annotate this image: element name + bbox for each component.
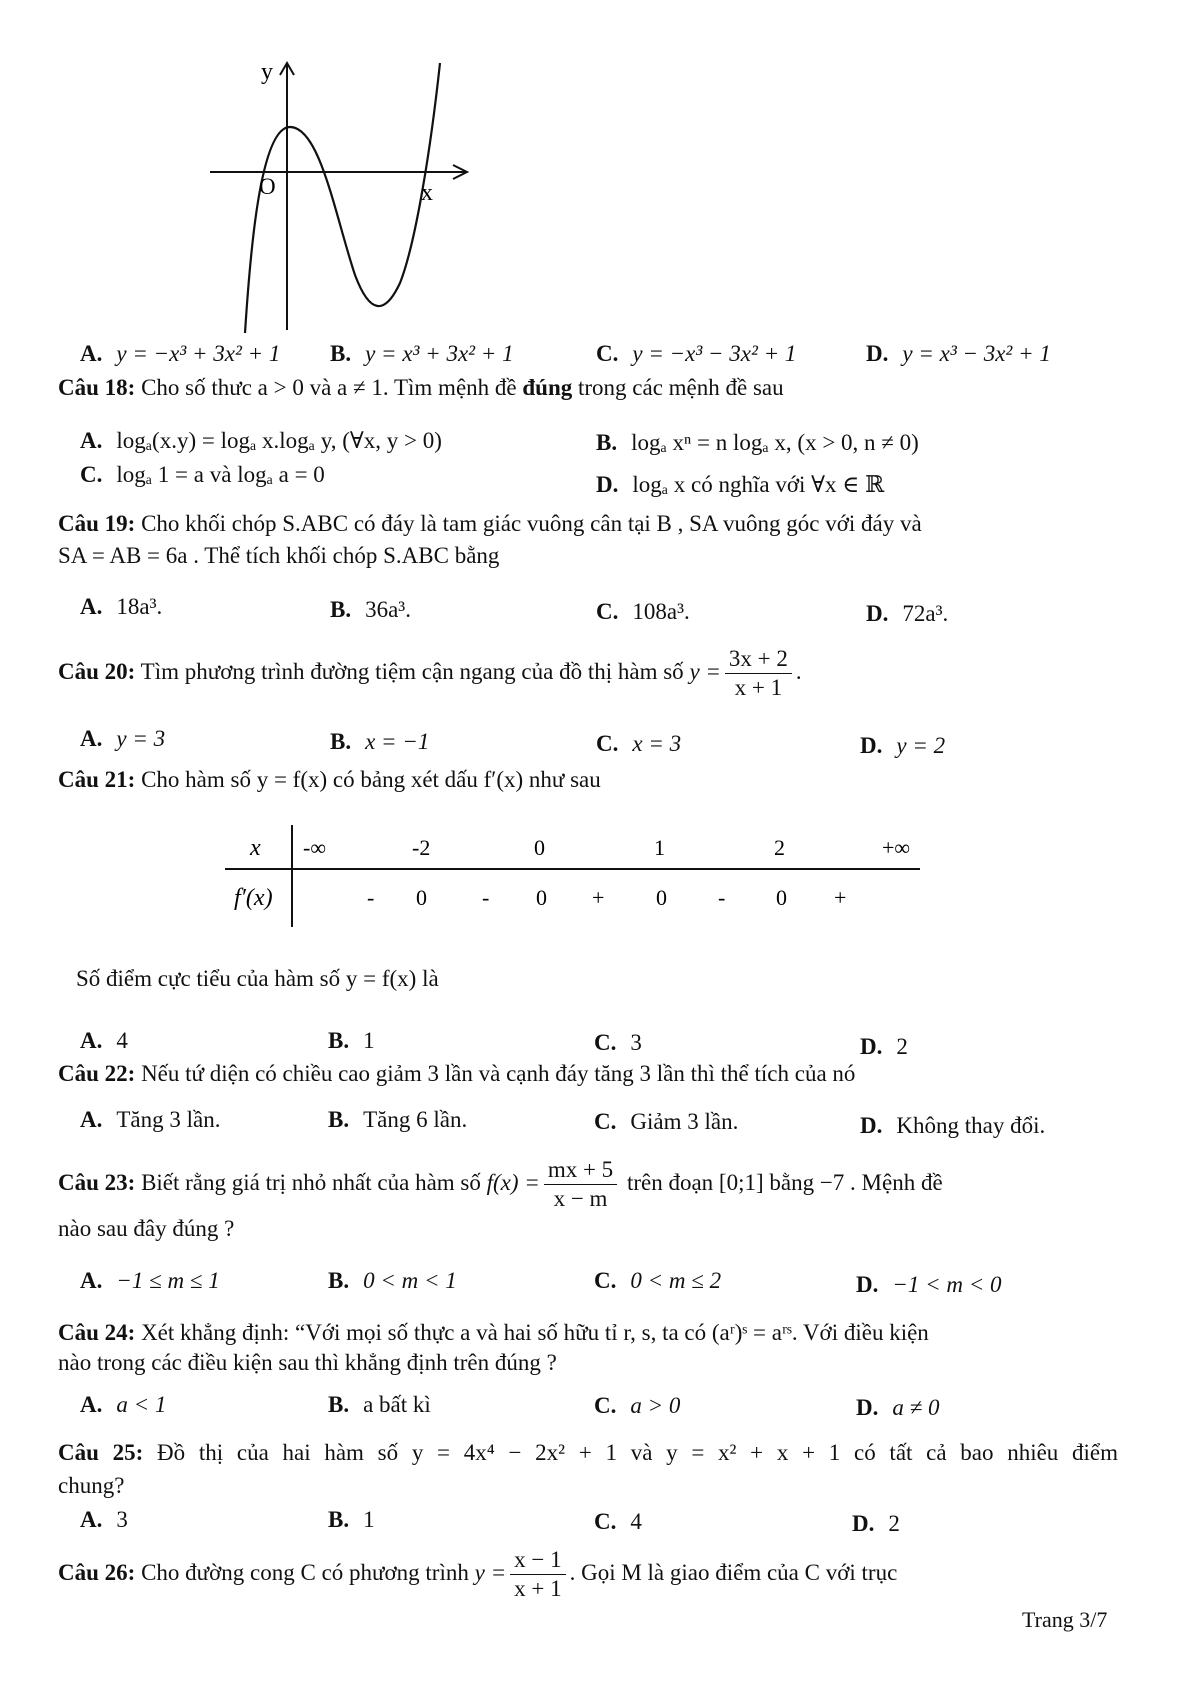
- q19-option-c[interactable]: C. 108a³.: [596, 599, 690, 624]
- q21-option-a[interactable]: A. 4: [80, 1028, 128, 1053]
- q26-fraction: $\frac{x - 1}{x + 1}$: [510, 1546, 565, 1603]
- q20-option-b[interactable]: B. x = −1: [330, 729, 430, 754]
- origin-label: O: [259, 174, 276, 199]
- q22-option-c[interactable]: C. Giảm 3 lần.: [594, 1109, 739, 1134]
- x-axis-label: x: [421, 180, 433, 206]
- q22-option-a[interactable]: A. Tăng 3 lần.: [80, 1107, 221, 1132]
- q21-question: Số điểm cực tiểu của hàm số y = f(x) là: [76, 966, 439, 991]
- q22-stem: Câu 22: Nếu tứ diện có chiều cao giảm 3 lần và cạnh đáy tăng 3 lần thì thể tích của nó: [58, 1061, 856, 1086]
- q23-option-b[interactable]: B. 0 < m < 1: [328, 1268, 457, 1293]
- q20-fraction: $\frac{3x + 2}{x + 1}$: [725, 645, 792, 702]
- x-val-2: 2: [774, 835, 785, 860]
- q23-stem-line2: nào sau đây đúng ?: [58, 1216, 235, 1241]
- q18-option-b[interactable]: B. logₐ xⁿ = n logₐ x, (x > 0, n ≠ 0): [596, 430, 919, 455]
- q24-option-d[interactable]: D. a ≠ 0: [856, 1395, 940, 1420]
- q17-option-d[interactable]: D. y = x³ − 3x² + 1: [866, 341, 1051, 366]
- sign-3: -: [482, 885, 490, 910]
- y-axis-label: y: [261, 59, 273, 85]
- x-val-neg2: -2: [412, 835, 431, 860]
- q19-option-a[interactable]: A. 18a³.: [80, 594, 163, 619]
- q21-stem: Câu 21: Cho hàm số y = f(x) có bảng xét dấu f′(x) như sau: [58, 767, 601, 792]
- x-val-pos-inf: +∞: [882, 835, 911, 860]
- q19-option-b[interactable]: B. 36a³.: [330, 597, 411, 622]
- q19-stem-line1: Câu 19: Cho khối chóp S.ABC có đáy là tam giác vuông cân tại B , SA vuông góc với đáy và: [58, 511, 922, 536]
- page-number: Trang 3/7: [1022, 1607, 1108, 1632]
- x-val-1: 1: [654, 835, 665, 860]
- q24-option-b[interactable]: B. a bất kì: [328, 1392, 431, 1417]
- q23-fraction: $\frac{mx + 5}{x - m}$: [544, 1156, 617, 1213]
- sign-4: 0: [536, 885, 547, 910]
- q25-option-c[interactable]: C. 4: [594, 1509, 642, 1534]
- q24-stem-line1: Câu 24: Xét khẳng định: “Với mọi số thực a và hai số hữu tỉ r, s, ta có (aʳ)ˢ = aʳˢ. Với điều kiện: [58, 1320, 929, 1345]
- x-val-neg-inf: -∞: [303, 835, 327, 860]
- q24-option-c[interactable]: C. a > 0: [594, 1393, 681, 1418]
- q21-option-d[interactable]: D. 2: [860, 1034, 908, 1059]
- q20-option-a[interactable]: A. y = 3: [80, 726, 166, 751]
- q19-stem-line2: SA = AB = 6a . Thể tích khối chóp S.ABC bằng: [58, 543, 500, 568]
- q20-stem: Câu 20: Tìm phương trình đường tiệm cận ngang của đồ thị hàm số y = $\frac{3x + 2}{x + 1}$ .: [58, 646, 802, 700]
- q25-stem-line2: chung?: [58, 1473, 125, 1498]
- q25-option-a[interactable]: A. 3: [80, 1507, 128, 1532]
- q25-stem-line1: Câu 25: Đồ thị của hai hàm số y = 4x⁴ − 2x² + 1 và y = x² + x + 1 có tất cả bao nhiêu điểm: [58, 1440, 1119, 1465]
- q22-option-b[interactable]: B. Tăng 6 lần.: [328, 1107, 468, 1132]
- q26-stem: Câu 26: Cho đường cong C có phương trình y = $\frac{x - 1}{x + 1}$ . Gọi M là giao điểm của C với trục: [58, 1547, 898, 1601]
- sign-6: 0: [656, 885, 667, 910]
- sign-8: 0: [776, 885, 787, 910]
- sign-9: +: [834, 885, 847, 910]
- table-fprime-label: f′(x): [234, 885, 273, 911]
- q18-stem: Câu 18: Cho số thưc a > 0 và a ≠ 1. Tìm mệnh đề đúng trong các mệnh đề sau: [58, 375, 784, 400]
- table-x-label: x: [250, 835, 261, 861]
- q23-option-a[interactable]: A. −1 ≤ m ≤ 1: [80, 1268, 220, 1293]
- q17-option-c[interactable]: C. y = −x³ − 3x² + 1: [596, 341, 797, 366]
- q20-option-c[interactable]: C. x = 3: [596, 731, 682, 756]
- q23-option-c[interactable]: C. 0 < m ≤ 2: [594, 1268, 722, 1293]
- q18-option-c[interactable]: C. logₐ 1 = a và logₐ a = 0: [80, 462, 325, 487]
- sign-5: +: [592, 885, 605, 910]
- x-val-0: 0: [534, 835, 545, 860]
- q22-option-d[interactable]: D. Không thay đổi.: [860, 1113, 1046, 1138]
- sign-table: [220, 825, 930, 935]
- q18-option-d[interactable]: D. logₐ x có nghĩa với ∀x ∈ ℝ: [596, 472, 885, 497]
- q21-option-b[interactable]: B. 1: [328, 1028, 375, 1053]
- q25-option-b[interactable]: B. 1: [328, 1507, 375, 1532]
- cubic-graph: [195, 55, 495, 340]
- q23-stem-line1: Câu 23: Biết rằng giá trị nhỏ nhất của hàm số f(x) = $\frac{mx + 5}{x - m}$ trên đoạn [0;1] bằng −7 . Mệnh đề: [58, 1157, 943, 1211]
- q25-option-d[interactable]: D. 2: [852, 1511, 900, 1536]
- sign-1: -: [367, 885, 375, 910]
- q24-option-a[interactable]: A. a < 1: [80, 1392, 167, 1417]
- q21-option-c[interactable]: C. 3: [594, 1030, 642, 1055]
- sign-2: 0: [416, 885, 427, 910]
- q18-option-a[interactable]: A. logₐ(x.y) = logₐ x.logₐ y, (∀x, y > 0): [80, 428, 442, 453]
- q17-option-b[interactable]: B. y = x³ + 3x² + 1: [330, 341, 514, 366]
- q19-option-d[interactable]: D. 72a³.: [866, 601, 949, 626]
- q17-option-a[interactable]: A. y = −x³ + 3x² + 1: [80, 341, 281, 366]
- q23-option-d[interactable]: D. −1 < m < 0: [856, 1272, 1002, 1297]
- q24-stem-line2: nào trong các điều kiện sau thì khẳng định trên đúng ?: [58, 1350, 557, 1375]
- sign-7: -: [718, 885, 726, 910]
- q20-option-d[interactable]: D. y = 2: [860, 733, 946, 758]
